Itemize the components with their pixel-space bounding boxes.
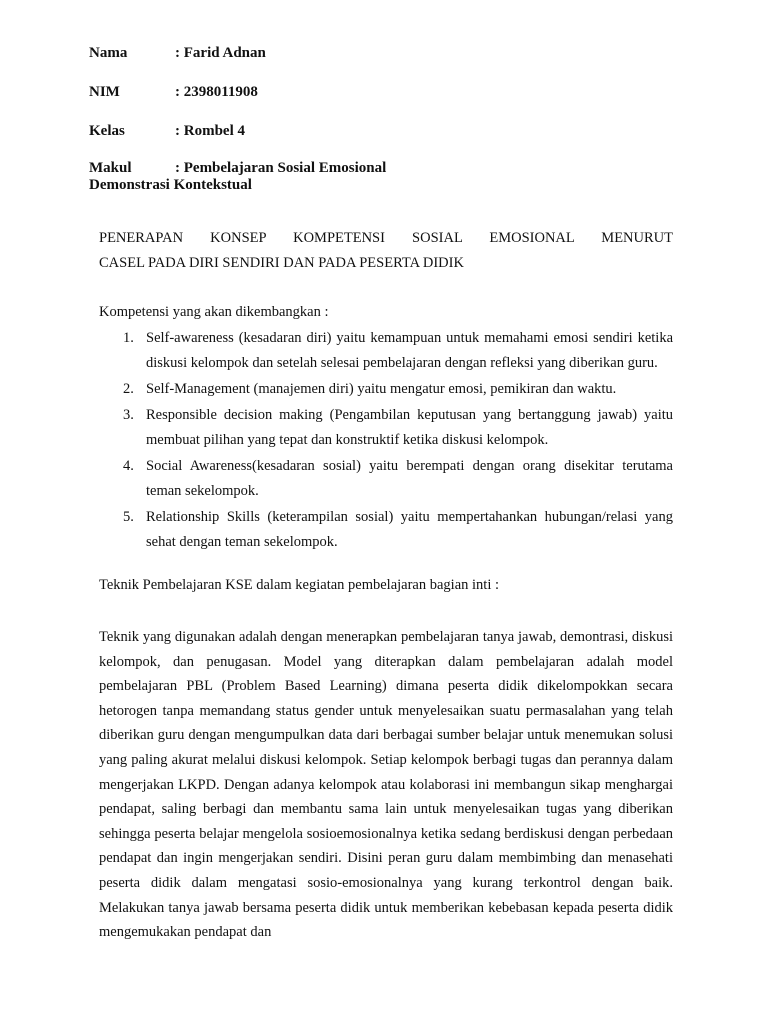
list-text: Relationship Skills (keterampilan sosial) yaitu mempertahankan hubungan/relasi yang sehat dengan teman sekelompok. xyxy=(146,509,673,550)
list-item xyxy=(99,377,673,402)
list-item xyxy=(99,505,673,555)
title-line-2: CASEL PADA DIRI SENDIRI DAN PADA PESERTA DIDIK xyxy=(99,255,464,271)
technique-paragraph: Teknik yang digunakan adalah dengan menerapkan pembelajaran tanya jawab, demontrasi, diskusi kelompok, dan penugasan. Model yang diterapkan dalam pembelajaran adalah model pembelajaran PBL (Problem Based Learning) dimana peserta didik dikelompokkan secara hetorogen tanpa memandang status gender untuk menyelesaikan suatu permasalahan yang telah diberikan guru dengan mengumpulkan data dari berbagai sumber belajar untuk menemukan solusi yang paling akurat melalui diskusi kelompok. Setiap kelompok berbagi tugas dan perannya dalam mengerjakan LKPD. Dengan adanya kelompok atau kolaborasi ini membangun sikap menghargai pendapat, saling berbagi dan membantu sama lain untuk menyelesaikan tugas yang diberikan sehingga peserta belajar mengelola sosioemosionalnya ketika sedang berdiskusi dengan perbedaan pendapat dan ingin mengerjakan sendiri. Disini peran guru dalam membimbing dan menasehati peserta didik dalam mengatasi sosio-emosionalnya yang kurang terkontrol dengan baik. Melakukan tanya jawab bersama peserta didik untuk memberikan kebebasan kepada peserta didik mengemukakan pendapat dan xyxy=(99,629,673,941)
nama-label: Nama xyxy=(89,45,128,61)
list-number: 4. xyxy=(123,458,134,474)
makul-value: : Pembelajaran Sosial Emosional xyxy=(175,160,387,176)
document-title xyxy=(99,226,673,276)
competency-intro: Kompetensi yang akan dikembangkan : xyxy=(99,304,329,320)
list-text: Responsible decision making (Pengambilan keputusan yang bertanggung jawab) yaitu membuat pilihan yang tepat dan konstruktif ketika diskusi kelompok. xyxy=(146,407,673,448)
makul-extra: Demonstrasi Kontekstual xyxy=(89,177,252,193)
list-number: 3. xyxy=(123,407,134,423)
nim-row xyxy=(89,83,258,101)
title-line-1: PENERAPAN KONSEP KOMPETENSI SOSIAL EMOSIONAL MENURUT xyxy=(99,230,673,246)
list-item xyxy=(99,454,673,504)
kelas-label: Kelas xyxy=(89,123,125,139)
competency-list xyxy=(99,326,673,556)
list-text: Social Awareness(kesadaran sosial) yaitu berempati dengan orang disekitar terutama teman sekelompok. xyxy=(146,458,673,499)
technique-heading: Teknik Pembelajaran KSE dalam kegiatan pembelajaran bagian inti : xyxy=(99,577,500,593)
makul-row xyxy=(89,159,386,177)
list-item xyxy=(99,326,673,376)
makul-label: Makul xyxy=(89,160,132,176)
nim-value: : 2398011908 xyxy=(175,84,258,100)
list-number: 1. xyxy=(123,330,134,346)
list-text: Self-awareness (kesadaran diri) yaitu kemampuan untuk memahami emosi sendiri ketika diskusi kelompok dan setelah selesai pembelajaran dengan refleksi yang diberikan guru. xyxy=(146,330,673,371)
nama-value: : Farid Adnan xyxy=(175,45,266,61)
nim-label: NIM xyxy=(89,84,120,100)
list-text: Self-Management (manajemen diri) yaitu mengatur emosi, pemikiran dan waktu. xyxy=(146,381,617,397)
nama-row xyxy=(89,44,266,62)
kelas-row xyxy=(89,122,245,140)
list-item xyxy=(99,403,673,453)
list-number: 2. xyxy=(123,381,134,397)
list-number: 5. xyxy=(123,509,134,525)
kelas-value: : Rombel 4 xyxy=(175,123,245,139)
